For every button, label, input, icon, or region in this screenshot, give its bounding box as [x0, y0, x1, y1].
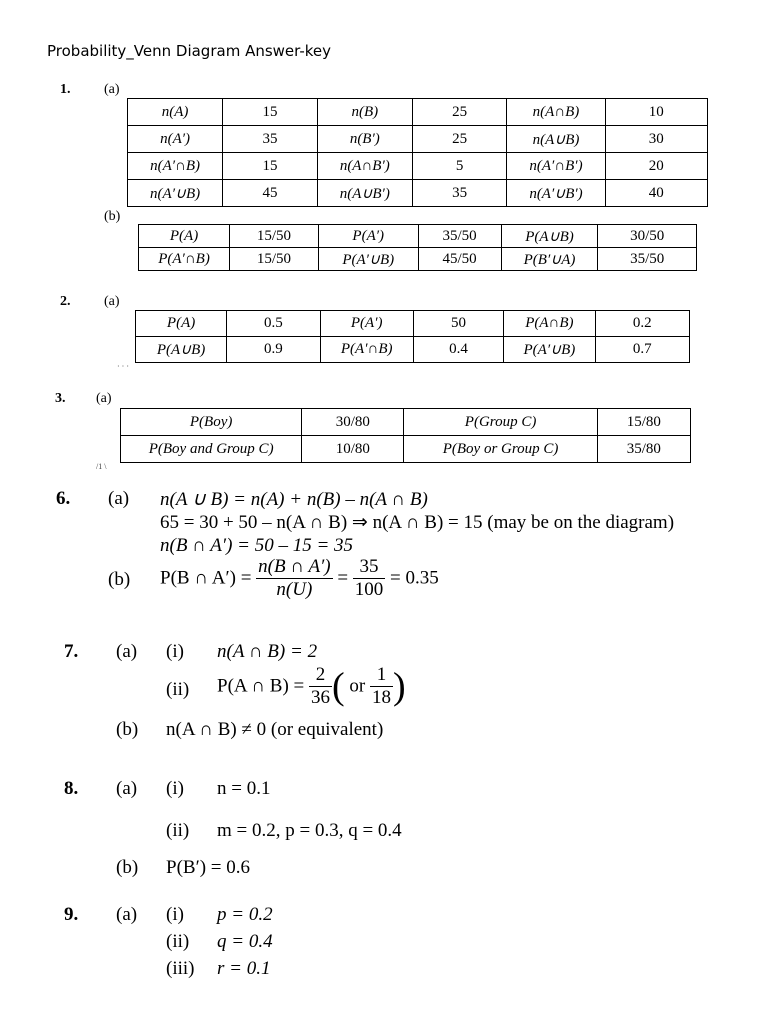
q1b-table: [138, 224, 697, 271]
table-cell-value: 35: [223, 126, 318, 153]
table-cell-label: n(A∪B′): [317, 180, 412, 207]
table-cell-label: n(A′∩B′): [507, 153, 605, 180]
table-cell-label: n(A∩B): [507, 99, 605, 126]
table-cell-label: P(A′∩B): [320, 337, 413, 363]
table-cell-value: 30/50: [598, 225, 697, 248]
q9-a-i-label: (i): [166, 904, 184, 925]
q8-a-i-text: n = 0.1: [217, 778, 271, 799]
q1-number: 1.: [60, 82, 71, 97]
table-cell-value: 20: [605, 153, 707, 180]
q7-b-text: n(A ∩ B) ≠ 0 (or equivalent): [166, 719, 384, 740]
table-cell-value: 35/80: [597, 436, 690, 463]
table-cell-label: n(A′∪B): [128, 180, 223, 207]
q7-number: 7.: [64, 641, 79, 662]
q9-a-iii-label: (iii): [166, 958, 195, 979]
q7-part-b-label: (b): [116, 719, 139, 740]
table-row: [121, 409, 691, 436]
q6-b-lhs: P(B ∩ A′) =: [160, 567, 252, 589]
q6-number: 6.: [56, 488, 71, 509]
q7-ii-numerator: 2: [309, 664, 332, 687]
document-title: Probability_Venn Diagram Answer-key: [47, 42, 332, 60]
table-cell-value: 40: [605, 180, 707, 207]
table-cell-value: 25: [412, 99, 507, 126]
table-cell-label: P(A′∩B): [139, 248, 230, 271]
q6-b-result: = 0.35: [390, 567, 439, 589]
q7-close-paren: ): [393, 665, 406, 708]
q2-table: [135, 310, 690, 363]
table-cell-label: P(B′∪A): [501, 248, 598, 271]
q6-part-a-label: (a): [108, 488, 130, 509]
q6-b-fraction-2: [353, 556, 386, 601]
q2-number: 2.: [60, 294, 71, 309]
q6-b-frac2-denominator: 100: [354, 579, 384, 600]
q9-a-i-text: p = 0.2: [217, 904, 273, 925]
table-cell-label: P(Boy and Group C): [121, 436, 302, 463]
table-cell-label: n(A′∪B′): [507, 180, 605, 207]
table-cell-label: P(A): [139, 225, 230, 248]
table-row: [139, 248, 697, 271]
q7-part-a-label: (a): [116, 641, 138, 662]
table-cell-label: n(B): [317, 99, 412, 126]
q9-number: 9.: [64, 904, 79, 925]
table-cell-value: 45/50: [418, 248, 501, 271]
q9-part-a-label: (a): [116, 904, 138, 925]
q8-a-ii-text: m = 0.2, p = 0.3, q = 0.4: [217, 820, 402, 841]
table-cell-value: 10/80: [302, 436, 404, 463]
table-cell-value: 35/50: [418, 225, 501, 248]
table-cell-value: 0.4: [413, 337, 504, 363]
table-row: [128, 99, 708, 126]
table-cell-label: n(B′): [317, 126, 412, 153]
table-cell-label: P(Boy): [121, 409, 302, 436]
q7-a-i-label: (i): [166, 641, 184, 662]
q6-b-equals: =: [337, 567, 349, 589]
q8-part-b-label: (b): [116, 857, 139, 878]
table-cell-label: P(Boy or Group C): [404, 436, 597, 463]
table-cell-value: 5: [412, 153, 507, 180]
q7-ii-fraction: [309, 664, 332, 709]
q3-table: [120, 408, 691, 463]
q2-part-a-label: (a): [104, 294, 120, 309]
table-cell-label: n(A∪B): [507, 126, 605, 153]
q9-a-iii-text: r = 0.1: [217, 958, 271, 979]
table-cell-label: n(A′): [128, 126, 223, 153]
q9-a-ii-text: q = 0.4: [217, 931, 273, 952]
table-cell-value: 50: [413, 311, 504, 337]
q6-a-line-1: n(A ∪ B) = n(A) + n(B) – n(A ∩ B): [160, 489, 428, 510]
table-cell-value: 0.7: [595, 337, 690, 363]
table-cell-value: 45: [223, 180, 318, 207]
q7-ii-or: or: [349, 675, 366, 697]
q6-b-frac2-numerator: 35: [353, 556, 386, 579]
table-cell-label: P(A′): [320, 311, 413, 337]
q7-ii-lhs: P(A ∩ B) =: [217, 675, 305, 697]
table-row: [139, 225, 697, 248]
q6-b-frac1-numerator: n(B ∩ A′): [258, 556, 331, 577]
q6-b-fraction-1: [256, 556, 332, 601]
q7-ii-denominator: 36: [311, 687, 331, 708]
table-cell-label: n(A′∩B): [128, 153, 223, 180]
table-cell-value: 0.5: [227, 311, 320, 337]
q7-ii-alt-numerator: 1: [370, 664, 393, 687]
table-row: [136, 337, 690, 363]
table-cell-value: 25: [412, 126, 507, 153]
table-cell-value: 0.2: [595, 311, 690, 337]
q1-part-b-label: (b): [104, 209, 121, 224]
table-row: [136, 311, 690, 337]
q8-b-text: P(B′) = 0.6: [166, 857, 251, 878]
q7-open-paren: (: [332, 665, 345, 708]
table-cell-value: 15: [223, 153, 318, 180]
table-cell-value: 35/50: [598, 248, 697, 271]
table-cell-value: 30: [605, 126, 707, 153]
q8-part-a-label: (a): [116, 778, 138, 799]
table-cell-label: n(A∩B′): [317, 153, 412, 180]
q7-a-i-text: n(A ∩ B) = 2: [217, 641, 318, 662]
table-cell-label: P(A′∪B): [504, 337, 595, 363]
table-cell-value: 15/80: [597, 409, 690, 436]
q1a-table: [127, 98, 708, 207]
q7-a-ii-label: (ii): [166, 679, 190, 700]
q8-a-ii-label: (ii): [166, 820, 190, 841]
table-cell-label: P(Group C): [404, 409, 597, 436]
q6-part-b-label: (b): [108, 569, 131, 590]
q6-a-line-3: n(B ∩ A′) = 50 – 15 = 35: [160, 535, 354, 556]
q9-a-ii-label: (ii): [166, 931, 190, 952]
table-cell-value: 15/50: [230, 225, 319, 248]
q6-b-frac1-denominator: n(U): [276, 579, 313, 600]
q8-number: 8.: [64, 778, 79, 799]
table-row: [128, 126, 708, 153]
q7-ii-alt-denominator: 18: [372, 687, 391, 708]
table-row: [121, 436, 691, 463]
q3-number: 3.: [55, 391, 66, 406]
q6-a-line-2: 65 = 30 + 50 – n(A ∩ B) ⇒ n(A ∩ B) = 15 (may be on the diagram): [160, 512, 675, 533]
table-cell-value: 15: [223, 99, 318, 126]
table-cell-value: 15/50: [230, 248, 319, 271]
q1-part-a-label: (a): [104, 82, 120, 97]
q7-ii-alt-fraction: [370, 664, 393, 709]
table-cell-label: P(A′): [318, 225, 418, 248]
table-cell-label: P(A∩B): [504, 311, 595, 337]
table-cell-value: 30/80: [302, 409, 404, 436]
table-cell-value: 0.9: [227, 337, 320, 363]
cropped-mark: /1 \: [96, 462, 107, 471]
q8-a-i-label: (i): [166, 778, 184, 799]
table-cell-label: P(A∪B): [136, 337, 227, 363]
cropped-mark: · · ·: [117, 362, 129, 371]
table-cell-label: n(A): [128, 99, 223, 126]
q6-b-equation: [160, 556, 439, 601]
table-cell-value: 10: [605, 99, 707, 126]
table-cell-label: P(A∪B): [501, 225, 598, 248]
q7-a-ii-equation: [217, 664, 406, 709]
table-cell-label: P(A): [136, 311, 227, 337]
table-row: [128, 180, 708, 207]
table-row: [128, 153, 708, 180]
table-cell-label: P(A′∪B): [318, 248, 418, 271]
q3-part-a-label: (a): [96, 391, 112, 406]
table-cell-value: 35: [412, 180, 507, 207]
